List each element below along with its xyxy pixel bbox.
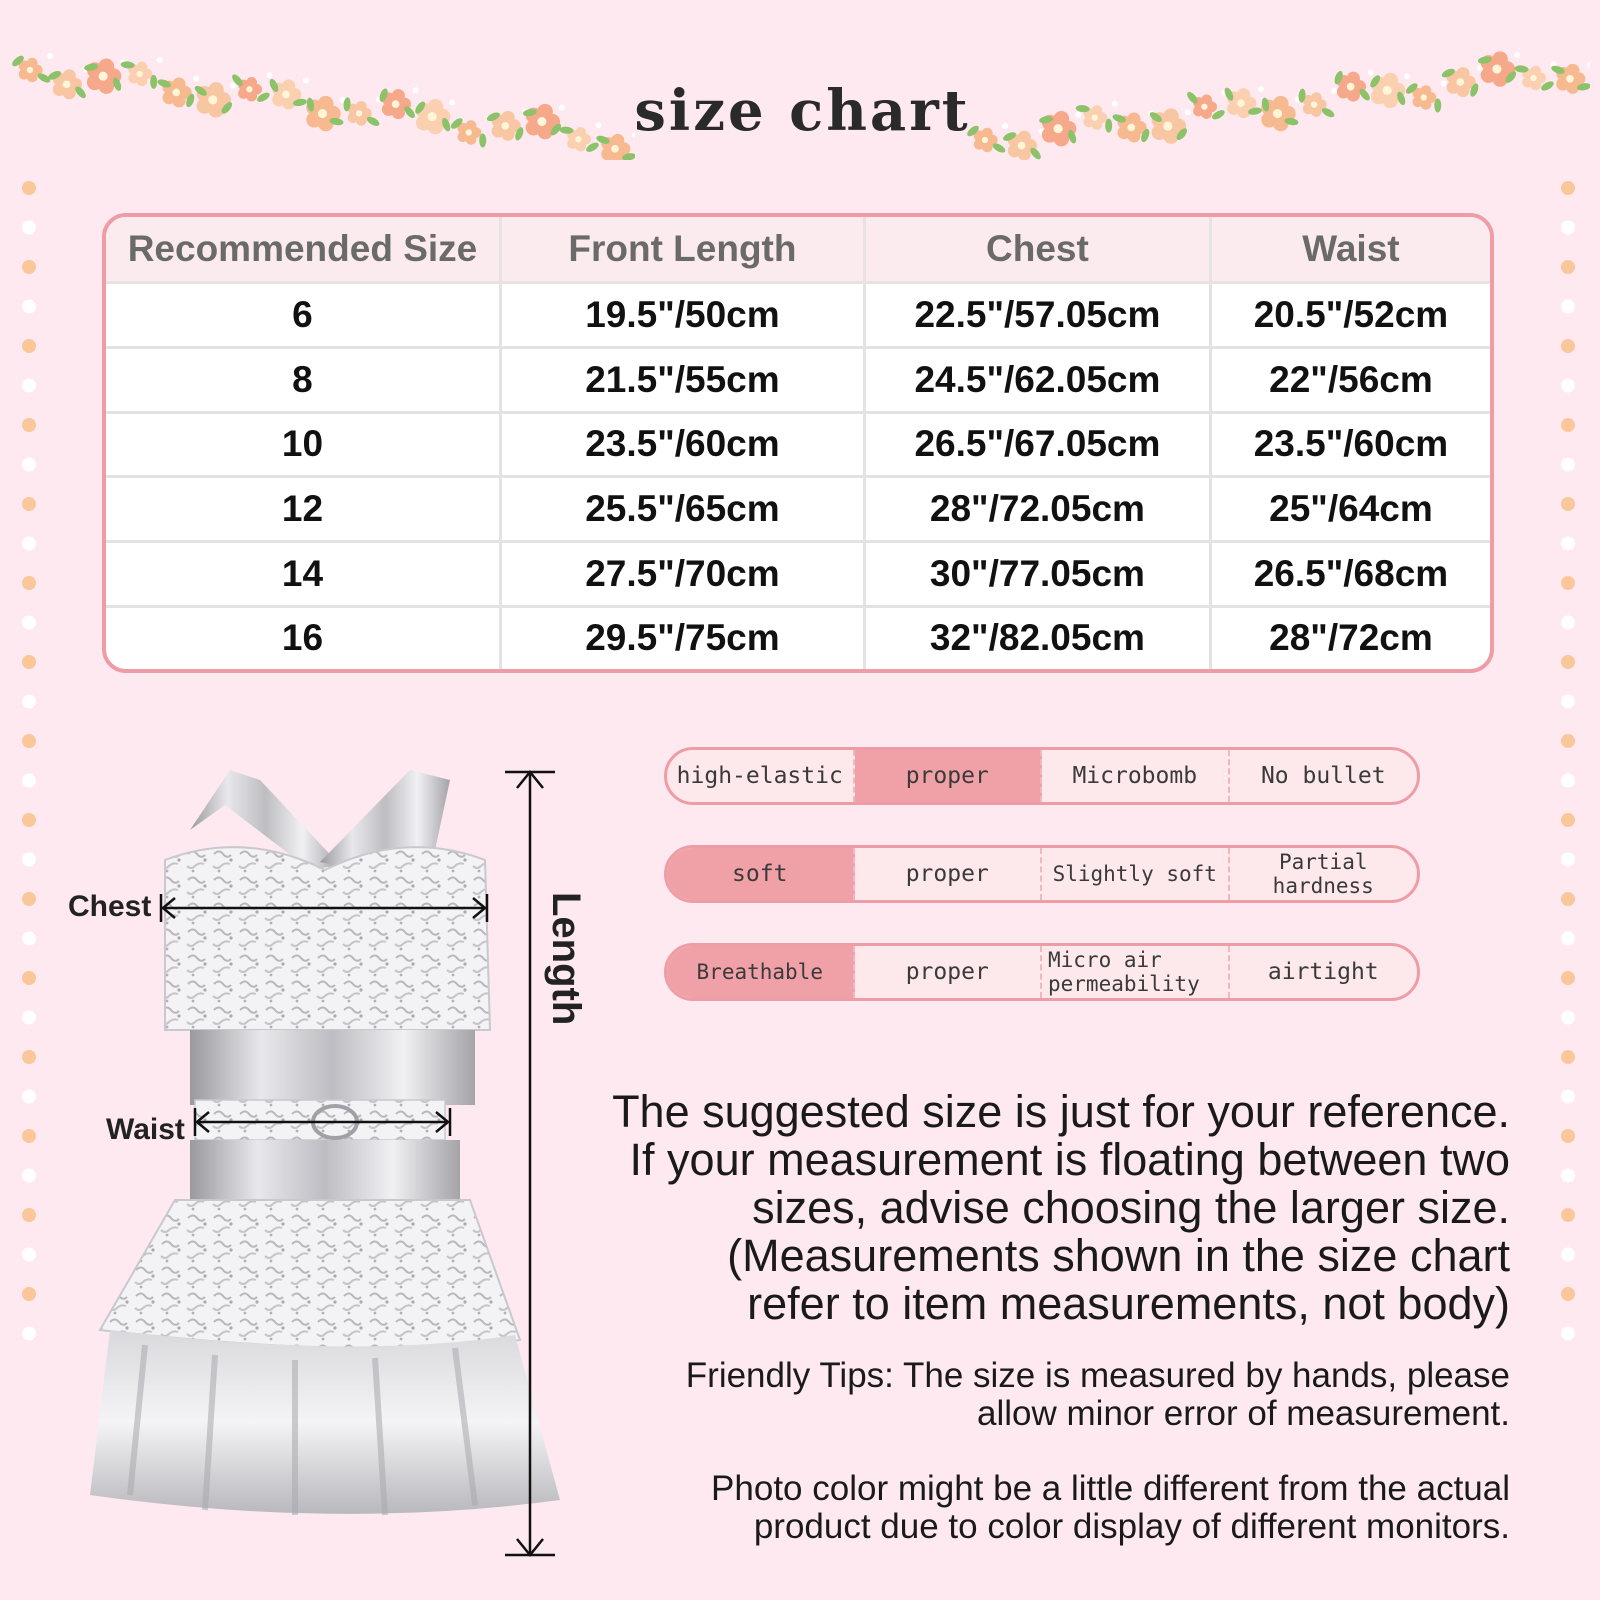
cell-chest: 28"/72.05cm <box>864 477 1210 542</box>
border-dot <box>22 616 36 630</box>
border-dot <box>22 774 36 788</box>
table-row <box>106 283 1490 348</box>
note-line: Photo color might be a little different from the actual <box>711 1469 1510 1508</box>
border-dot <box>1561 1129 1575 1143</box>
border-dot <box>22 1090 36 1104</box>
dress-illustration <box>55 770 615 1560</box>
border-dot <box>1561 616 1575 630</box>
length-label: Length <box>544 892 588 1026</box>
feature-option-selected: Breathable <box>667 946 855 998</box>
size-advice-note <box>540 1088 1510 1328</box>
table-row <box>106 347 1490 412</box>
border-dot <box>22 1169 36 1183</box>
photo-color-note <box>600 1470 1510 1546</box>
cell-front-length: 25.5"/65cm <box>500 477 864 542</box>
border-dot <box>1561 181 1575 195</box>
border-dot <box>22 971 36 985</box>
border-dot <box>22 1011 36 1025</box>
floral-garland-right <box>965 30 1590 160</box>
page-title: size chart <box>634 78 971 144</box>
border-dot <box>22 1129 36 1143</box>
cell-waist: 23.5"/60cm <box>1210 412 1490 477</box>
feature-option: airtight <box>1267 959 1379 985</box>
dot-border-right <box>1556 180 1580 1360</box>
border-dot <box>1561 1327 1575 1341</box>
border-dot <box>22 339 36 353</box>
feature-option: Partial hardness <box>1272 850 1374 898</box>
feature-option: Slightly soft <box>1042 848 1230 900</box>
column-header-front-length: Front Length <box>500 217 864 283</box>
feature-row-elasticity <box>664 747 1420 805</box>
leaf-icon <box>1105 119 1112 133</box>
feature-option: high-elastic <box>667 750 855 802</box>
feature-option: Micro air permeability <box>1042 946 1230 998</box>
border-dot <box>1561 1208 1575 1222</box>
border-dot <box>1561 1011 1575 1025</box>
table-header-row <box>106 217 1490 283</box>
cell-chest: 22.5"/57.05cm <box>864 283 1210 348</box>
border-dot <box>1561 655 1575 669</box>
feature-row-breathability <box>664 943 1420 1001</box>
border-dot <box>22 853 36 867</box>
cell-waist: 20.5"/52cm <box>1210 283 1490 348</box>
table-row <box>106 412 1490 477</box>
border-dot <box>1561 695 1575 709</box>
cell-front-length: 21.5"/55cm <box>500 347 864 412</box>
border-dot <box>22 181 36 195</box>
feature-row-softness <box>664 845 1420 903</box>
border-dot <box>1561 1248 1575 1262</box>
border-dot <box>22 1248 36 1262</box>
cell-front-length: 29.5"/75cm <box>500 606 864 669</box>
cell-size: 8 <box>106 347 500 412</box>
feature-option: No bullet <box>1260 763 1386 789</box>
border-dot <box>1561 774 1575 788</box>
border-dot <box>22 1050 36 1064</box>
note-line: allow minor error of measurement. <box>977 1394 1510 1433</box>
cell-front-length: 27.5"/70cm <box>500 542 864 607</box>
note-line: If your measurement is floating between two <box>629 1134 1510 1185</box>
flower-icon <box>348 101 372 125</box>
note-line: refer to item measurements, not body) <box>747 1278 1510 1329</box>
column-header-waist: Waist <box>1210 217 1490 283</box>
cell-chest: 24.5"/62.05cm <box>864 347 1210 412</box>
border-dot <box>22 892 36 906</box>
border-dot <box>1561 379 1575 393</box>
border-dot <box>1561 221 1575 235</box>
border-dot <box>22 537 36 551</box>
border-dot <box>1561 932 1575 946</box>
cell-chest: 32"/82.05cm <box>864 606 1210 669</box>
friendly-tips-note <box>600 1357 1510 1433</box>
border-dot <box>22 655 36 669</box>
border-dot <box>1561 458 1575 472</box>
border-dot <box>22 260 36 274</box>
border-dot <box>22 497 36 511</box>
border-dot <box>22 221 36 235</box>
cell-waist: 26.5"/68cm <box>1210 542 1490 607</box>
border-dot <box>1561 892 1575 906</box>
note-line: (Measurements shown in the size chart <box>727 1230 1510 1281</box>
cell-size: 14 <box>106 542 500 607</box>
waist-label: Waist <box>106 1113 185 1146</box>
metallic-skirt <box>90 1330 560 1514</box>
sequin-skirt <box>100 1200 520 1348</box>
feature-option: proper <box>855 946 1043 998</box>
border-dot <box>22 576 36 590</box>
border-dot <box>1561 1287 1575 1301</box>
note-line: sizes, advise choosing the larger size. <box>752 1182 1510 1233</box>
border-dot <box>22 813 36 827</box>
midriff-band <box>190 1030 475 1105</box>
border-dot <box>1561 497 1575 511</box>
border-dot <box>22 1287 36 1301</box>
border-dot <box>1561 537 1575 551</box>
cell-size: 16 <box>106 606 500 669</box>
cell-chest: 26.5"/67.05cm <box>864 412 1210 477</box>
border-dot <box>22 379 36 393</box>
table-row <box>106 477 1490 542</box>
leaf-icon <box>150 75 157 89</box>
column-header-size: Recommended Size <box>106 217 500 283</box>
border-dot <box>22 418 36 432</box>
dot-border-left <box>17 180 41 1360</box>
table-row <box>106 542 1490 607</box>
border-dot <box>1561 300 1575 314</box>
feature-option-selected: soft <box>667 848 855 900</box>
border-dot <box>1561 576 1575 590</box>
border-dot <box>1561 1169 1575 1183</box>
bodice <box>165 847 490 1030</box>
border-dot <box>1561 1090 1575 1104</box>
border-dot <box>1561 813 1575 827</box>
chest-label: Chest <box>68 890 152 923</box>
border-dot <box>1561 339 1575 353</box>
feature-option-selected: proper <box>855 750 1043 802</box>
feature-option: proper <box>855 848 1043 900</box>
cell-front-length: 19.5"/50cm <box>500 283 864 348</box>
border-dot <box>22 695 36 709</box>
note-line: The suggested size is just for your reference. <box>612 1086 1510 1137</box>
border-dot <box>1561 260 1575 274</box>
column-header-chest: Chest <box>864 217 1210 283</box>
border-dot <box>1561 971 1575 985</box>
cell-front-length: 23.5"/60cm <box>500 412 864 477</box>
cell-waist: 28"/72cm <box>1269 617 1433 659</box>
leaf-icon <box>1434 98 1441 112</box>
border-dot <box>22 1208 36 1222</box>
table-row <box>106 606 1490 669</box>
cell-size: 6 <box>106 283 500 348</box>
border-dot <box>1561 418 1575 432</box>
cell-size: 10 <box>106 412 500 477</box>
cell-waist: 25"/64cm <box>1210 477 1490 542</box>
border-dot <box>22 932 36 946</box>
border-dot <box>22 458 36 472</box>
cell-chest: 30"/77.05cm <box>864 542 1210 607</box>
border-dot <box>22 1327 36 1341</box>
note-line: product due to color display of different monitors. <box>753 1507 1510 1546</box>
border-dot <box>1561 734 1575 748</box>
cell-waist: 22"/56cm <box>1210 347 1490 412</box>
feature-option: Microbomb <box>1042 750 1230 802</box>
border-dot <box>22 734 36 748</box>
cell-size: 12 <box>106 477 500 542</box>
border-dot <box>1561 1050 1575 1064</box>
border-dot <box>1561 853 1575 867</box>
size-chart-table <box>102 213 1494 673</box>
flower-icon <box>1303 92 1327 116</box>
note-line: Friendly Tips: The size is measured by hands, please <box>685 1356 1510 1395</box>
floral-garland-left <box>10 30 635 160</box>
border-dot <box>22 300 36 314</box>
leaf-icon <box>479 133 486 147</box>
lower-band <box>190 1140 460 1200</box>
